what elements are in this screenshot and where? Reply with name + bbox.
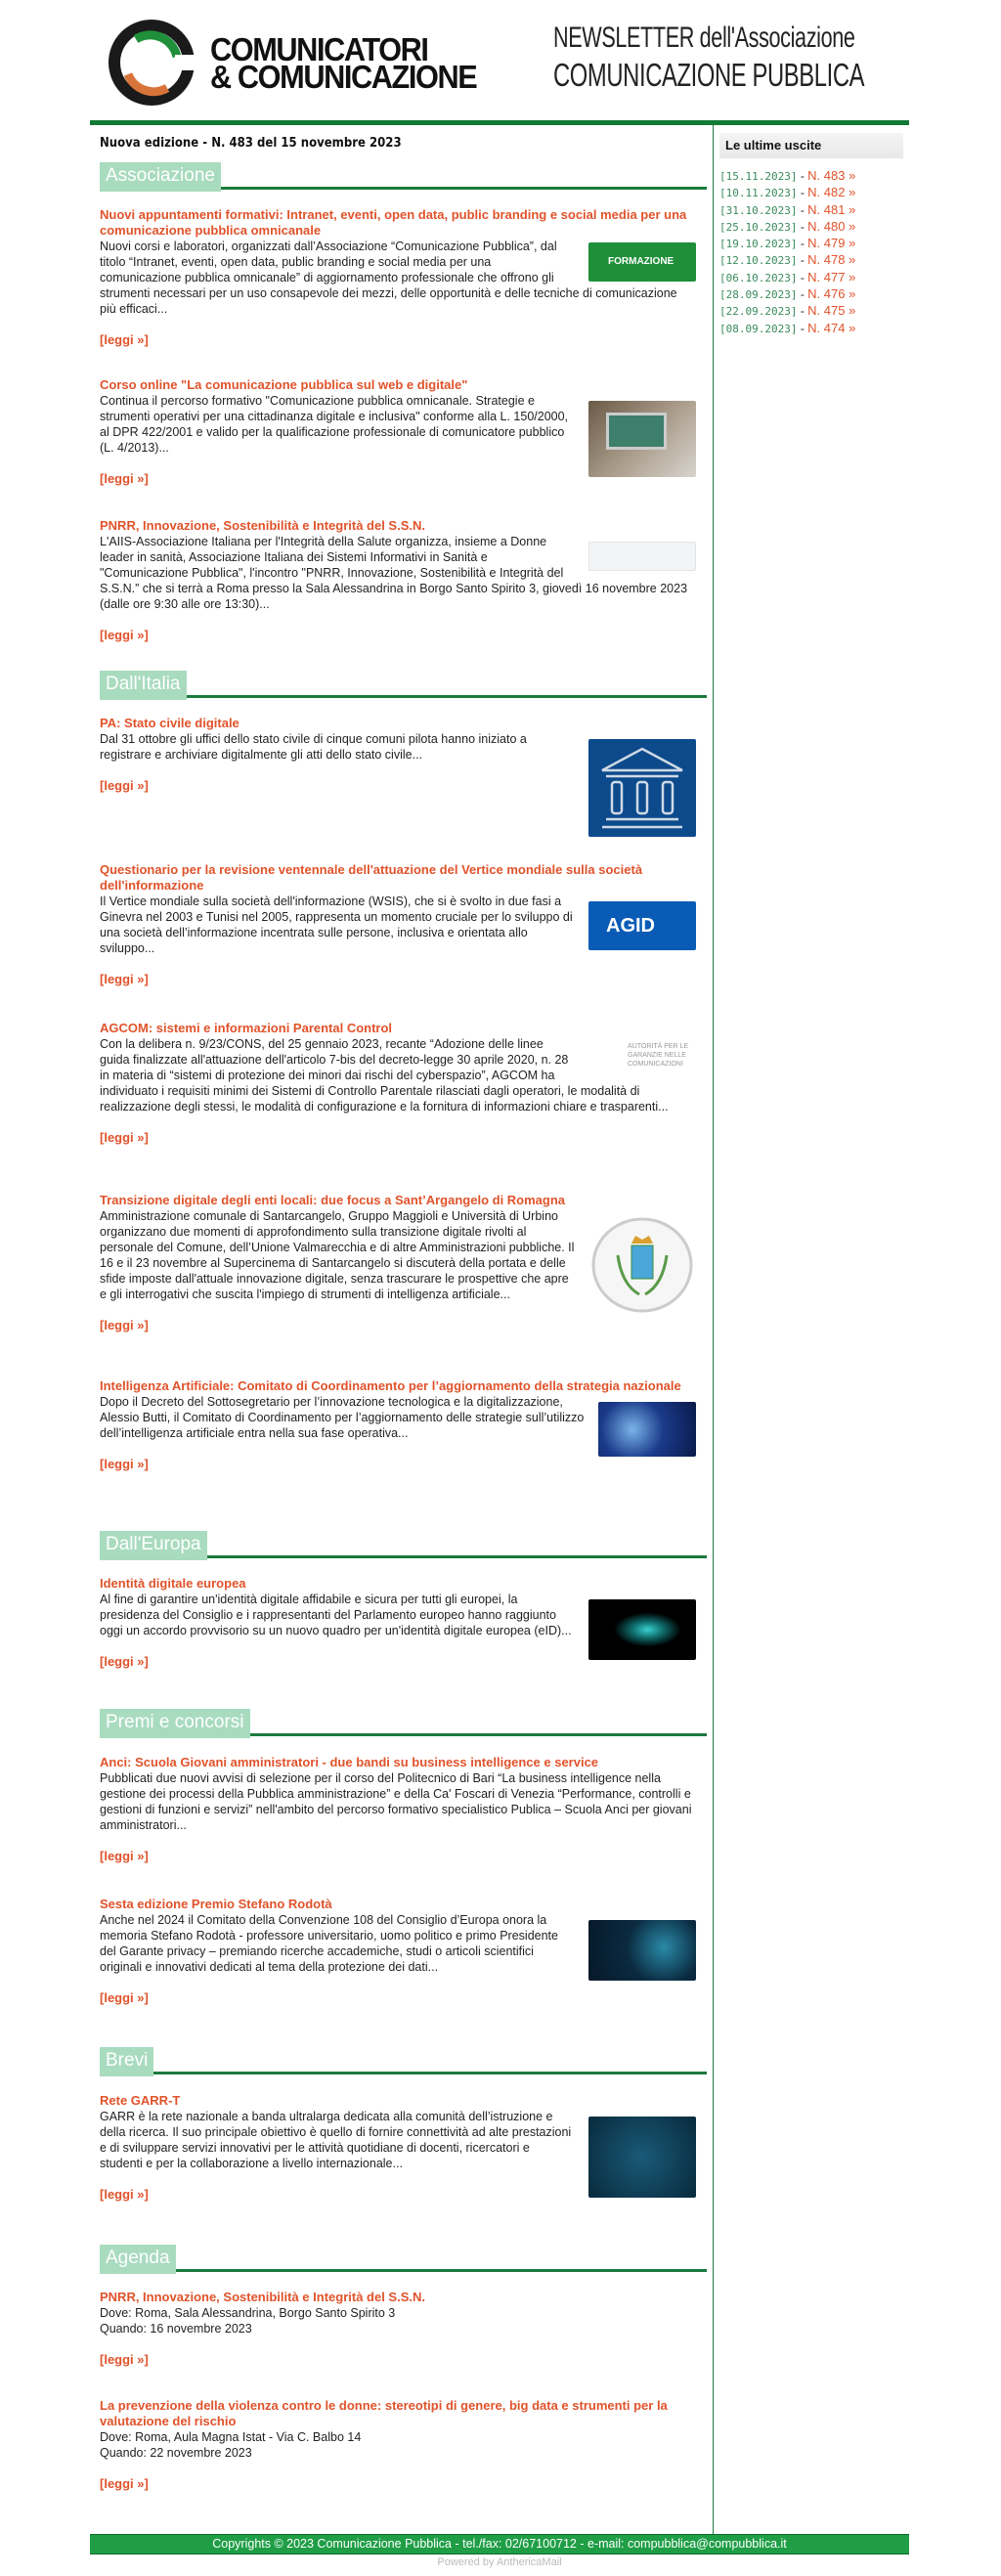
section-label: Associazione (100, 162, 221, 192)
agenda-where: Dove: Roma, Aula Magna Istat - Via C. Balbo 14 (100, 2430, 362, 2444)
news-body: Il Vertice mondiale sulla società dell'informazione (WSIS), che si è svolto in due fasi a Ginevra nel 2003 e Tunisi nel 2005, rappresenta un momento cruciale per lo sviluppo di una società dell’informazione incentrata sulle persone, inclusiva e orientata allo sviluppo... (100, 895, 573, 955)
section-label: Dall'Italia (100, 671, 187, 700)
image-caption: AGID (606, 915, 655, 937)
news-body: Con la delibera n. 9/23/CONS, del 25 gennaio 2023, recante “Adozione delle linee guida finalizzate all'attuazione dell'articolo 7-bis del decreto-legge 30 aprile 2020, n. 28 in materia di “sistemi di protezione dei minori dai rischi del cyberspazio”, AGCOM ha individuato i requisiti minimi dei Sistemi di Controllo Parentale rilasciati dagli operatori, le modalità di realizzazione degli stessi, le modalità di configurazione e la fornitura di informazioni chiare e trasparenti... (100, 1037, 669, 1113)
agid-logo (588, 901, 696, 950)
issue-date: [28.09.2023] (719, 288, 798, 302)
issue-list-item: [22.09.2023] - N. 475 » (719, 303, 856, 319)
logo-icon (107, 18, 196, 108)
news-body: Anche nel 2024 il Comitato della Convenzione 108 del Consiglio d’Europa onora la memoria Stefano Rodotà - professore universitario, uomo politico e primo Presidente del Garante privacy – premiando ricerche accademiche, studi o articoli scientifici originali e innovativi dedicati al tema della protezione dei dati... (100, 1913, 558, 1974)
issue-date: [22.09.2023] (719, 305, 798, 319)
news-body: GARR è la rete nazionale a banda ultralarga dedicata alla comunità dell’istruzione e della ricerca. Il suo principale obiettivo è quello di fornire connettività ad alte prestazioni e di sviluppare servizi innovativi per le attività quotidiane di docenti, ricercatori e studenti e per la collaborazione a livello internazionale... (100, 2110, 572, 2170)
news-item (100, 518, 696, 643)
agenda-when: Quando: 16 novembre 2023 (100, 2322, 252, 2336)
agenda-where: Dove: Roma, Sala Alessandrina, Borgo Santo Spirito 3 (100, 2306, 396, 2320)
building-icon (588, 739, 696, 837)
issue-link[interactable]: N. 476 » (807, 286, 856, 302)
main-column (90, 125, 713, 2534)
issue-date: [15.11.2023] (719, 170, 798, 183)
news-item (100, 1755, 696, 1864)
agenda-item (100, 2290, 696, 2368)
news-item (100, 716, 696, 841)
section-dallitalia (100, 671, 707, 700)
read-more-link[interactable]: [leggi »] (100, 778, 149, 793)
italy-network-map-image (588, 2117, 696, 2198)
news-title[interactable]: Sesta edizione Premio Stefano Rodotà (100, 1897, 332, 1911)
section-label: Dall'Europa (100, 1531, 207, 1560)
news-body: Pubblicati due nuovi avvisi di selezione per il corso del Politecnico di Bari “La business intelligence nella gestione dei processi della Pubblica amministrazione” e della Ca' Foscari di Venezia “Performance, controlli e gestioni di funzioni e servizi” nell'ambito del percorso formativo specialistico Publica – Scuola Anci per giovani amministratori... (100, 1771, 692, 1832)
news-item (100, 2093, 696, 2203)
newsletter-title-1: NEWSLETTER dell'Associazione (553, 22, 855, 54)
section-dalleuropa (100, 1531, 707, 1560)
section-brevi (100, 2047, 707, 2076)
laptop-screen (606, 413, 667, 450)
agcom-logo (588, 1038, 696, 1068)
issue-date: [06.10.2023] (719, 271, 798, 284)
institution-image (588, 739, 696, 837)
news-title[interactable]: Transizione digitale degli enti locali: due focus a Sant’Argangelo di Romagna (100, 1193, 566, 1207)
issue-date: [31.10.2023] (719, 203, 798, 217)
read-more-link[interactable]: [leggi »] (100, 1990, 149, 2005)
coat-of-arms-icon (588, 1216, 696, 1314)
edition-title: Nuova edizione - N. 483 del 15 novembre 2023 (100, 136, 402, 151)
issue-link[interactable]: N. 474 » (807, 320, 856, 335)
section-rule (100, 2269, 707, 2272)
issue-list-item: [06.10.2023] - N. 477 » (719, 269, 856, 284)
news-body: Nuovi corsi e laboratori, organizzati dall’Associazione “Comunicazione Pubblica”, dal titolo “Intranet, eventi, open data, public branding e social media per una comunicazione pubblica omnicanale” di aggiornamento professionale che offrono gli strumenti necessari per un uso consapevole dei mezzi, delle opportunità e delle tecniche di comunicazione più efficaci... (100, 240, 677, 316)
issue-link[interactable]: N. 483 » (807, 168, 856, 183)
news-body: Dopo il Decreto del Sottosegretario per l’innovazione tecnologica e la digitalizzazione, Alessio Butti, il Comitato di Coordinamento per l’aggiornamento delle strategie sull’utilizzo dell’intelligenza artificiale entra nella sua fase operativa... (100, 1395, 585, 1440)
brand-line-1: COMUNICATORI (210, 31, 428, 67)
agenda-title[interactable]: La prevenzione della violenza contro le donne: stereotipi di genere, big data e strumenti per la valutazione del rischio (100, 2398, 668, 2428)
section-rule (100, 695, 707, 698)
issue-link[interactable]: N. 480 » (807, 218, 856, 234)
news-title[interactable]: PA: Stato civile digitale (100, 716, 239, 730)
issue-date: [12.10.2023] (719, 254, 798, 268)
section-associazione (100, 162, 707, 192)
issue-list-item: [19.10.2023] - N. 479 » (719, 236, 856, 251)
news-title[interactable]: Intelligenza Artificiale: Comitato di Coordinamento per l’aggiornamento della strategia nazionale (100, 1378, 681, 1393)
section-label: Premi e concorsi (100, 1709, 250, 1738)
read-more-link[interactable]: [leggi »] (100, 1457, 149, 1471)
read-more-link[interactable]: [leggi »] (100, 2187, 149, 2202)
news-title[interactable]: AGCOM: sistemi e informazioni Parental Control (100, 1021, 393, 1035)
issue-date: [25.10.2023] (719, 220, 798, 234)
news-item (100, 1193, 696, 1333)
issue-list-item: [28.09.2023] - N. 476 » (719, 286, 856, 302)
read-more-link[interactable]: [leggi »] (100, 1318, 149, 1332)
powered-by: Powered by AnthericaMail (437, 2556, 562, 2568)
section-agenda (100, 2245, 707, 2274)
news-title[interactable]: Rete GARR-T (100, 2093, 181, 2108)
news-body: Al fine di garantire un'identità digitale affidabile e sicura per tutti gli europei, la presidenza del Consiglio e i rappresentanti del Parlamento europeo hanno raggiunto oggi un accordo provvisorio su un nuovo quadro per un'identità digitale europea (eID)... (100, 1593, 572, 1637)
read-more-link[interactable]: [leggi »] (100, 1654, 149, 1669)
issue-date: [19.10.2023] (719, 238, 798, 251)
image-caption: AUTORITÀ PER LE GARANZIE NELLE COMUNICAZIONI (628, 1043, 689, 1068)
issue-link[interactable]: N. 482 » (807, 185, 856, 200)
formazione-image (588, 242, 696, 282)
issue-list-item: [15.11.2023] - N. 483 » (719, 168, 856, 183)
read-more-link[interactable]: [leggi »] (100, 628, 149, 642)
section-label: Brevi (100, 2047, 153, 2076)
news-title[interactable]: Nuovi appuntamenti formativi: Intranet, eventi, open data, public branding e social media per una comunicazione pubblica omnicanale (100, 207, 687, 238)
news-title[interactable]: PNRR, Innovazione, Sostenibilità e Integrità del S.S.N. (100, 518, 425, 533)
image-caption: FORMAZIONE (608, 256, 675, 267)
issue-date: [10.11.2023] (719, 187, 798, 200)
news-title[interactable]: Corso online "La comunicazione pubblica sul web e digitale" (100, 377, 468, 392)
section-rule (100, 2072, 707, 2074)
ai-robot-image (598, 1402, 696, 1457)
newsletter-header (90, 0, 909, 120)
read-more-link[interactable]: [leggi »] (100, 1130, 149, 1145)
read-more-link[interactable]: [leggi »] (100, 972, 149, 986)
read-more-link[interactable]: [leggi »] (100, 2352, 149, 2367)
news-item (100, 207, 696, 348)
news-item (100, 1378, 696, 1472)
agenda-when: Quando: 22 novembre 2023 (100, 2446, 252, 2460)
issue-link[interactable]: N. 481 » (807, 201, 856, 217)
issue-list (719, 168, 909, 337)
issue-list-item: [08.09.2023] - N. 474 » (719, 320, 856, 335)
news-item (100, 1897, 696, 2006)
news-item (100, 1021, 696, 1146)
read-more-link[interactable]: [leggi »] (100, 332, 149, 347)
news-body: L'AIIS-Associazione Italiana per l'Integrità della Salute organizza, insieme a Donne leader in sanità, Associazione Italiana dei Sistemi Informativi in Sanità e "Comunicazione Pubblica", l'incontro "PNRR, Innovazione, Sostenibilità e Integrità del S.S.N.” che si terrà a Roma presso la Sala Alessandrina in Borgo Santo Spirito 3, giovedì 16 novembre 2023 (dalle ore 9:30 alle ore 13:30)... (100, 535, 688, 611)
news-item (100, 377, 696, 487)
issue-link[interactable]: N. 475 » (807, 303, 856, 319)
news-item (100, 1576, 696, 1670)
section-premi-concorsi (100, 1709, 707, 1738)
news-body: Amministrazione comunale di Santarcangelo, Gruppo Maggioli e Università di Urbino organizzano due momenti di approfondimento sulla transizione digitale rivolti al personale del Comune, dell’Unione Valmarecchia e di altre Amministrazioni pubbliche. Il 16 e il 23 novembre al Supercinema di Santarcangelo si discuterà della portata e delle sfide imposte dall'attuale innovazione digitale, senza trascurare le prospettive che apre e gli interrogativi che suscita l'impiego di strumenti di intelligenza artificiale... (100, 1209, 575, 1301)
agenda-item (100, 2398, 696, 2492)
newsletter-title-2: COMUNICAZIONE PUBBLICA (553, 57, 865, 93)
issue-link[interactable]: N. 478 » (807, 252, 856, 268)
pnrr-event-logos (588, 542, 696, 571)
footer-bar: Copyrights © 2023 Comunicazione Pubblica - tel./fax: 02/67100712 - e-mail: compubblica@compubblica.it (90, 2534, 909, 2554)
agenda-title[interactable]: PNRR, Innovazione, Sostenibilità e Integrità del S.S.N. (100, 2290, 425, 2304)
read-more-link[interactable]: [leggi »] (100, 1849, 149, 1863)
issue-date: [08.09.2023] (719, 322, 798, 335)
santarcangelo-seal (588, 1216, 696, 1314)
news-title[interactable]: Anci: Scuola Giovani amministratori - due bandi su business intelligence e service (100, 1755, 599, 1769)
issue-list-item: [31.10.2023] - N. 481 » (719, 201, 856, 217)
news-body: Continua il percorso formativo "Comunicazione pubblica omnicanale. Strategie e strumenti operativi per una cittadinanza digitale e inclusiva" conforme alla L. 150/2000, al DPR 422/2001 e valido per la qualificazione professionale di comunicatore pubblico (L. 4/2013)... (100, 394, 569, 455)
news-body: Dal 31 ottobre gli uffici dello stato civile di cinque comuni pilota hanno iniziato a registrare e archiviare digitalmente gli atti dello stato civile... (100, 732, 527, 762)
issue-link[interactable]: N. 477 » (807, 269, 856, 284)
news-item (100, 862, 696, 987)
news-title[interactable]: Questionario per la revisione ventennale dell'attuazione del Vertice mondiale sulla società dell'informazione (100, 862, 643, 893)
section-label: Agenda (100, 2245, 176, 2274)
sidebar (713, 125, 909, 2534)
issue-list-item: [10.11.2023] - N. 482 » (719, 185, 856, 200)
issue-list-item: [25.10.2023] - N. 480 » (719, 218, 856, 234)
read-more-link[interactable]: [leggi »] (100, 471, 149, 486)
laptop-image (588, 401, 696, 477)
fingerprint-image (588, 1599, 696, 1660)
brand-line-2: & COMUNICAZIONE (210, 59, 477, 95)
news-title[interactable]: Identità digitale europea (100, 1576, 246, 1591)
issue-link[interactable]: N. 479 » (807, 236, 856, 251)
issue-list-item: [12.10.2023] - N. 478 » (719, 252, 856, 268)
premio-rodota-image (588, 1920, 696, 1981)
read-more-link[interactable]: [leggi »] (100, 2476, 149, 2491)
sidebar-title: Le ultime uscite (719, 133, 903, 158)
